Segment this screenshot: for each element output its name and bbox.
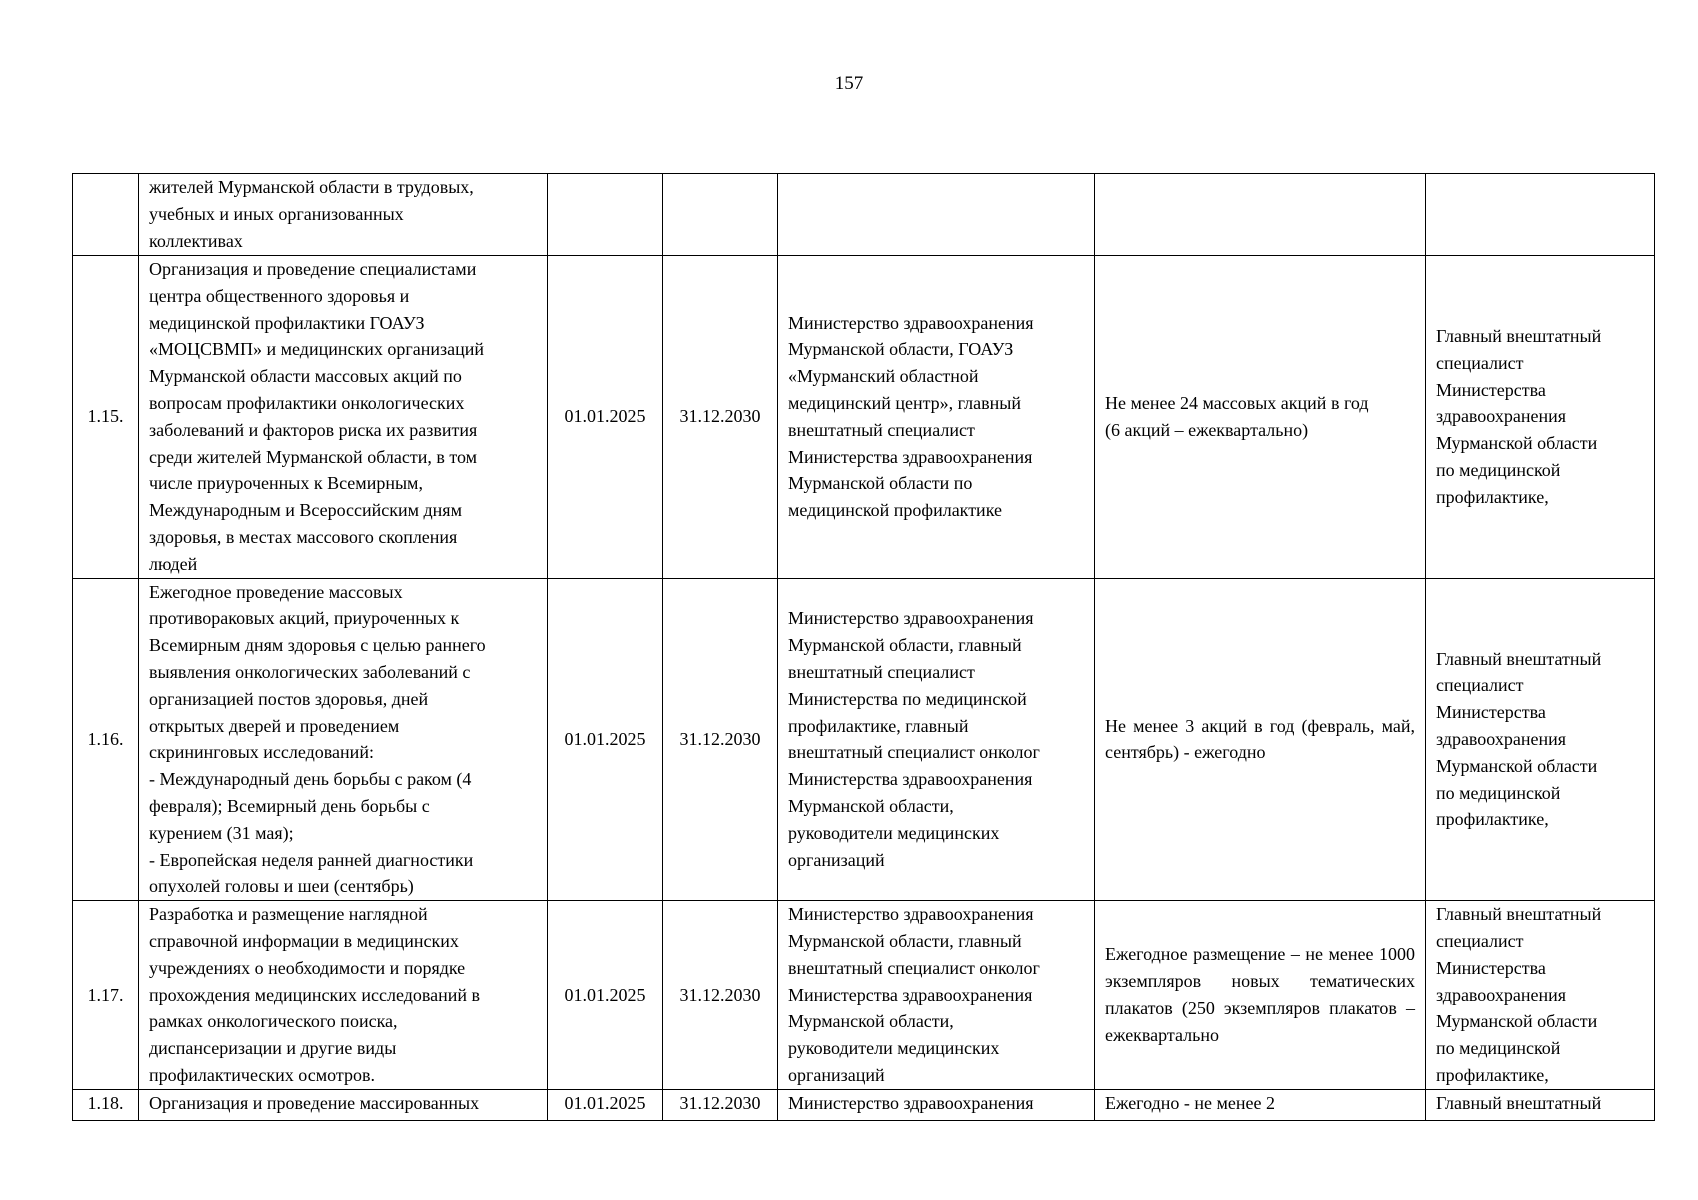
indicator-text: Ежегодное размещение – не менее 1000 экземпляров новых тематических плакатов (250 экземпляров плакатов – ежеквартально: [1105, 944, 1415, 1045]
indicator-cell: [1095, 174, 1426, 256]
activity-name-text: Организация и проведение массированных: [149, 1092, 480, 1113]
executors-text: Министерство здравоохранения Мурманской области, ГОАУЗ «Мурманский областной медицинский центр», главный внештатный специалист Министерства здравоохранения Мурманской области по медицинской профилактике: [788, 312, 1034, 521]
activity-name-cell: [139, 578, 548, 901]
end-date-cell: 31.12.2030: [663, 256, 778, 579]
executors-cell: [778, 174, 1095, 256]
responsible-text: Главный внештатный: [1436, 1092, 1602, 1113]
executors-text: Министерство здравоохранения Мурманской области, главный внештатный специалист Министерства по медицинской профилактике, главный внештатный специалист онколог Министерства здравоохранения Мурманской области, руководители медицинских организаций: [788, 608, 1040, 870]
start-date-cell: 01.01.2025: [548, 578, 663, 901]
responsible-cell: [1426, 256, 1655, 579]
executors-text: Министерство здравоохранения: [788, 1092, 1034, 1113]
activities-table: [72, 173, 1655, 1121]
start-date-cell: 01.01.2025: [548, 1089, 663, 1120]
responsible-text: Главный внештатный специалист Министерства здравоохранения Мурманской области по медицинской профилактике,: [1436, 325, 1602, 507]
activity-name-text: Разработка и размещение наглядной справочной информации в медицинских учреждениях о необходимости и порядке прохождения медицинских исследований в рамках онкологического поиска, диспансеризации и другие виды профилактических осмотров.: [149, 904, 481, 1085]
activity-name-text: жителей Мурманской области в трудовых, учебных и иных организованных коллективах: [149, 177, 474, 251]
table-row: [73, 174, 1655, 256]
start-date-cell: [548, 174, 663, 256]
table-row: [73, 901, 1655, 1090]
table-row: [73, 1089, 1655, 1120]
executors-cell: [778, 901, 1095, 1090]
end-date-cell: 31.12.2030: [663, 901, 778, 1090]
table-row: [73, 256, 1655, 579]
executors-text: Министерство здравоохранения Мурманской области, главный внештатный специалист онколог Министерства здравоохранения Мурманской области, руководители медицинских организаций: [788, 904, 1040, 1085]
end-date-cell: 31.12.2030: [663, 578, 778, 901]
activity-name-cell: [139, 1089, 548, 1120]
activity-name-cell: [139, 174, 548, 256]
start-date-cell: 01.01.2025: [548, 256, 663, 579]
indicator-text: Ежегодно - не менее 2: [1105, 1092, 1275, 1113]
row-number-cell: 1.16.: [73, 578, 139, 901]
indicator-cell: [1095, 1089, 1426, 1120]
row-number-cell: 1.18.: [73, 1089, 139, 1120]
responsible-cell: [1426, 578, 1655, 901]
activity-name-cell: [139, 256, 548, 579]
activity-name-text: Организация и проведение специалистами центра общественного здоровья и медицинской профилактики ГОАУЗ «МОЦСВМП» и медицинских организаций Мурманской области массовых акций по вопросам профилактики онкологических заболеваний и факторов риска их развития среди жителей Мурманской области, в том числе приуроченных к Всемирным, Международным и Всероссийским дням здоровья, в местах массового скопления людей: [149, 259, 484, 574]
activity-name-cell: [139, 901, 548, 1090]
indicator-cell: [1095, 256, 1426, 579]
row-number-cell: 1.15.: [73, 256, 139, 579]
executors-cell: [778, 256, 1095, 579]
indicator-cell: [1095, 901, 1426, 1090]
row-number-cell: [73, 174, 139, 256]
table-row: [73, 578, 1655, 901]
indicator-text: Не менее 24 массовых акций в год (6 акций – ежеквартально): [1105, 392, 1369, 440]
executors-cell: [778, 1089, 1095, 1120]
row-number-cell: 1.17.: [73, 901, 139, 1090]
responsible-cell: [1426, 174, 1655, 256]
end-date-cell: 31.12.2030: [663, 1089, 778, 1120]
responsible-text: Главный внештатный специалист Министерства здравоохранения Мурманской области по медицинской профилактике,: [1436, 904, 1602, 1085]
executors-cell: [778, 578, 1095, 901]
indicator-text: Не менее 3 акций в год (февраль, май, сентябрь) - ежегодно: [1105, 715, 1415, 763]
activity-name-text: Ежегодное проведение массовых противораковых акций, приуроченных к Всемирным дням здоровья с целью раннего выявления онкологических заболеваний с организацией постов здоровья, дней открытых дверей и проведением скрининговых исследований: - Международный день борьбы с раком (4 февраля); Всемирный день борьбы с курением (31 мая); - Европейская неделя ранней диагностики опухолей головы и шеи (сентябрь): [149, 581, 486, 897]
page-number: 157: [834, 73, 864, 94]
indicator-cell: [1095, 578, 1426, 901]
responsible-text: Главный внештатный специалист Министерства здравоохранения Мурманской области по медицинской профилактике,: [1436, 648, 1602, 830]
start-date-cell: 01.01.2025: [548, 901, 663, 1090]
responsible-cell: [1426, 1089, 1655, 1120]
end-date-cell: [663, 174, 778, 256]
responsible-cell: [1426, 901, 1655, 1090]
